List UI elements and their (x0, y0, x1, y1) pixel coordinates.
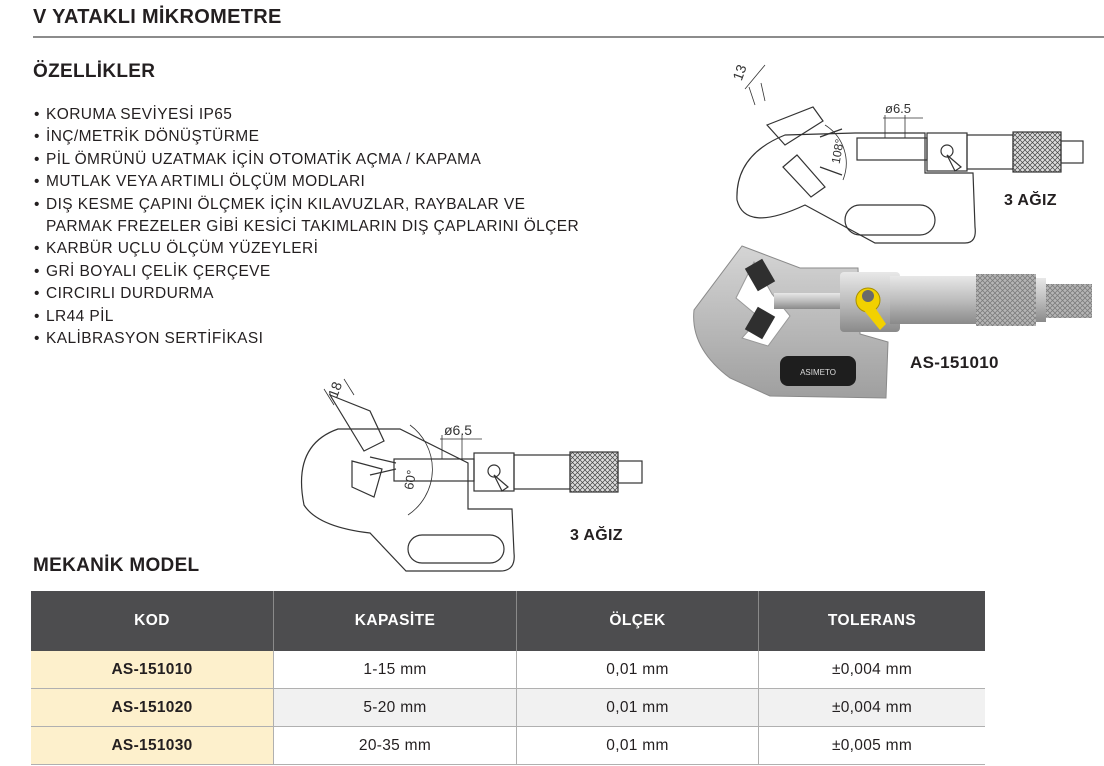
table-row (31, 651, 985, 689)
dimension-label: 18 (324, 379, 346, 400)
scale-cell: 0,01 mm (517, 689, 759, 727)
tolerance-cell: ±0,005 mm (759, 727, 986, 765)
list-item: • DIŞ KESME ÇAPINI ÖLÇMEK İÇİN KILAVUZLAR, RAYBALAR VE (34, 194, 579, 216)
capacity-cell: 20-35 mm (274, 727, 517, 765)
dimension-label: 108° (828, 137, 847, 165)
sleeve (890, 276, 980, 324)
code-cell: AS-151020 (31, 689, 274, 727)
capacity-cell: 1-15 mm (274, 651, 517, 689)
tolerance-cell: ±0,004 mm (759, 651, 986, 689)
table-row (31, 689, 985, 727)
list-item: • CIRCIRLI DURDURMA (34, 283, 579, 305)
bullet: • (34, 173, 40, 191)
frame-window (408, 535, 504, 563)
thimble (976, 274, 1036, 326)
list-item: • PİL ÖMRÜNÜ UZATMAK İÇİN OTOMATİK AÇMA / KAPAMA (34, 149, 579, 171)
ratchet (1046, 284, 1092, 318)
bullet: • (34, 240, 40, 258)
technical-drawing-108 (725, 55, 1095, 255)
technical-drawing-60 (290, 365, 660, 580)
dimension-label: ø6.5 (885, 101, 912, 116)
drawing-caption: 3 AĞIZ (1004, 192, 1057, 209)
list-item: • İNÇ/METRİK DÖNÜŞTÜRME (34, 126, 579, 148)
bullet: • (34, 150, 40, 168)
page-title: V YATAKLI MİKROMETRE (33, 6, 282, 28)
bullet: • (34, 262, 40, 280)
list-item: • KALİBRASYON SERTİFİKASI (34, 328, 579, 350)
column-header: ÖLÇEK (517, 591, 759, 651)
frame-window (845, 205, 935, 235)
bullet: • (34, 307, 40, 325)
table-row (31, 727, 985, 765)
features-heading: ÖZELLİKLER (33, 61, 156, 82)
mechanical-heading: MEKANİK MODEL (33, 555, 200, 576)
column-header: KOD (31, 591, 274, 651)
spindle (774, 293, 846, 309)
column-header: KAPASİTE (274, 591, 517, 651)
title-divider (33, 36, 1104, 38)
frame-outline (737, 133, 975, 243)
brand-label: ASIMETO (800, 368, 836, 377)
bullet: • (34, 330, 40, 348)
bullet: • (34, 195, 40, 213)
dimension-label: 60° (401, 468, 420, 491)
scale-cell: 0,01 mm (517, 651, 759, 689)
capacity-cell: 5-20 mm (274, 689, 517, 727)
table-header-row (31, 591, 985, 651)
list-item: • MUTLAK VEYA ARTIMLI ÖLÇÜM MODLARI (34, 171, 579, 193)
features-list (34, 104, 579, 350)
bullet: • (34, 285, 40, 303)
list-item: • LR44 PİL (34, 306, 579, 328)
product-caption: AS-151010 (910, 353, 999, 372)
column-header: TOLERANS (759, 591, 986, 651)
list-item: • KORUMA SEVİYESİ IP65 (34, 104, 579, 126)
scale-cell: 0,01 mm (517, 727, 759, 765)
dimension-label: ø6.5 (444, 422, 473, 438)
bullet: • (34, 106, 40, 123)
list-item-continuation: PARMAK FREZELER GİBİ KESİCİ TAKIMLARIN DIŞ ÇAPLARINI ÖLÇER (46, 218, 580, 236)
code-cell: AS-151010 (31, 651, 274, 689)
list-item: • GRİ BOYALI ÇELİK ÇERÇEVE (34, 261, 579, 283)
dimension-label: 13 (729, 62, 750, 83)
drawing-caption: 3 AĞIZ (570, 527, 623, 544)
list-item: • KARBÜR UÇLU ÖLÇÜM YÜZEYLERİ (34, 238, 579, 260)
tolerance-cell: ±0,004 mm (759, 689, 986, 727)
code-cell: AS-151030 (31, 727, 274, 765)
product-photo (690, 238, 1100, 403)
bullet: • (34, 128, 40, 146)
spec-table (31, 591, 985, 765)
